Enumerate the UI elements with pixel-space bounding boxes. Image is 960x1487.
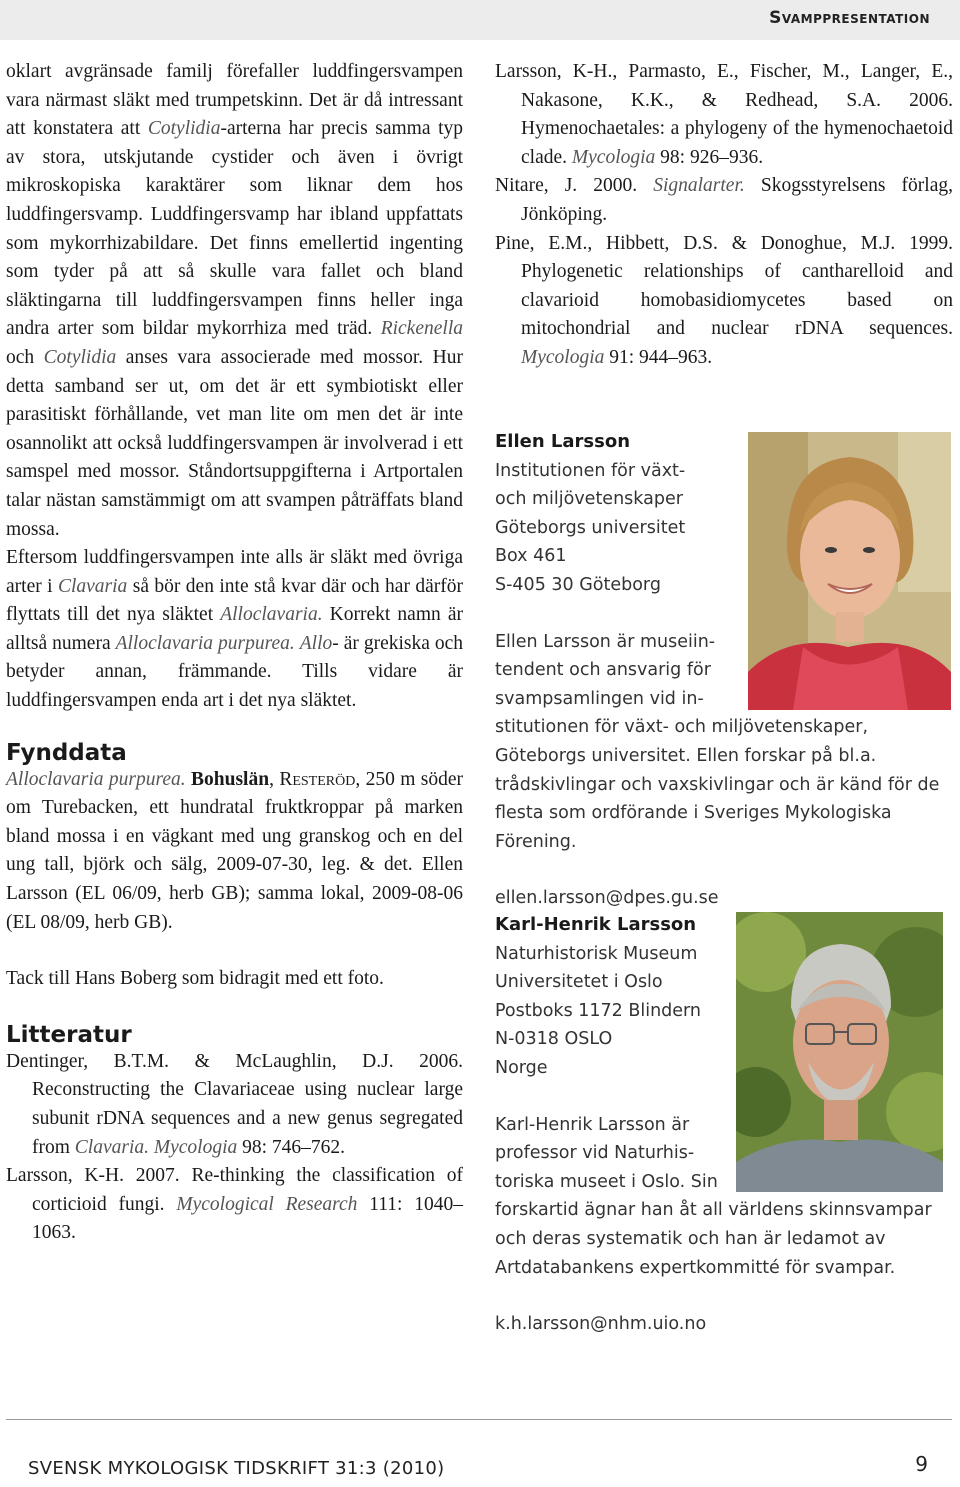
reference-2: Larsson, K-H. 2007. Re-thinking the classification of corticioid fungi. Mycological Research 111: 1040–1063. bbox=[6, 1165, 463, 1244]
address-line: och miljövetenskaper bbox=[495, 489, 683, 510]
bio-line: tendent och ansvarig för bbox=[495, 660, 711, 681]
address-line: Universitetet i Oslo bbox=[495, 972, 663, 993]
footer-rule bbox=[6, 1419, 952, 1420]
address-line: Naturhistorisk Museum bbox=[495, 943, 698, 964]
address-line: Göteborgs universitet bbox=[495, 517, 686, 538]
reference-5: Pine, E.M., Hibbett, D.S. & Donoghue, M.J. 1999. Phylogenetic relationships of cantharelloid and clavarioid homobasidiomycetes based on mitochondrial and nuclear rDNA sequences. Mycologia 91: 944–963. bbox=[495, 232, 953, 368]
address-line: Postboks 1172 Blindern bbox=[495, 1000, 702, 1021]
journal-title: SVENSK MYKOLOGISK TIDSKRIFT 31:3 (2010) bbox=[28, 1458, 445, 1479]
bio-line: professor vid Naturhis- bbox=[495, 1143, 695, 1164]
author-name: Ellen Larsson bbox=[495, 431, 631, 452]
email-link[interactable]: ellen.larsson@dpes.gu.se bbox=[495, 888, 719, 909]
right-column bbox=[495, 58, 953, 373]
left-column bbox=[6, 58, 463, 1248]
reference-3: Larsson, K-H., Parmasto, E., Fischer, M., Langer, E., Nakasone, K.K., & Redhead, S.A. 2006. Hymenochaetales: a phylogeny of the hymenochaetoid clade. Mycologia 98: 926–936. bbox=[495, 61, 953, 168]
portrait-karl-henrik-larsson bbox=[736, 912, 943, 1192]
address-line: Institutionen för växt- bbox=[495, 460, 686, 481]
address-line: S-405 30 Göteborg bbox=[495, 574, 661, 595]
bio-text: stitutionen för växt- och miljövetenskaper, Göteborgs universitet. Ellen forskar på bl.a. trådskivlingar och vaxskivlingar och är känd för de flesta som ordförande i Sveriges Mykologiska Förening. bbox=[495, 717, 940, 852]
email-link[interactable]: k.h.larsson@nhm.uio.no bbox=[495, 1314, 707, 1335]
bio-line: Ellen Larsson är museiin- bbox=[495, 631, 716, 652]
reference-4: Nitare, J. 2000. Signalarter. Skogsstyrelsens förlag, Jönköping. bbox=[495, 175, 953, 225]
bio-line: Karl-Henrik Larsson är bbox=[495, 1114, 690, 1135]
reference-1: Dentinger, B.T.M. & McLaughlin, D.J. 2006. Reconstructing the Clavariaceae using nuclear large subunit rDNA sequences and a new genus segregated from Clavaria. Mycologia 98: 746–762. bbox=[6, 1050, 463, 1158]
fynddata-text: Alloclavaria purpurea. Bohuslän, Resteröd, 250 m söder om Turebacken, ett hundratal fruktkroppar på marken bland mossa i en vägkant med ung granskog och en del ung tall, björk och sälg, 2009-07-30, leg. & det. Ellen Larsson (EL 06/09, herb GB); samma lokal, 2009-08-06 (EL 08/09, herb GB). bbox=[6, 768, 464, 933]
author-name: Karl-Henrik Larsson bbox=[495, 914, 697, 935]
page-number: 9 bbox=[915, 1452, 928, 1476]
body-paragraph-1: oklart avgränsade familj förefaller luddfingersvampen vara närmast släkt med trumpetskinn. Det är då intressant att konstatera att Cotylidia-arterna har precis samma typ av stora, utskjutande cystider och även i övrigt mikroskopiska karaktärer som liknar dem hos luddfingersvamp. Luddfingersvamp har ibland uppfattats som mykorrhizabildare. Det finns emellertid ingenting som tyder på att så skulle vara fallet och bland släktingarna till luddfingersvampen finns heller inga andra arter som bildar mykorrhiza med träd. Rickenella och Cotylidia anses vara associerade med mossor. Hur detta samband ser ut, om det är ett symbiotiskt eller parasitiskt förhållande, vet man lite om men det är inte osannolikt att också luddfingersvampen är involverad i ett samspel med mossor. Ståndortsuppgifterna i Artportalen talar nästan samstämmigt om att svampen påträffats bland mossa. bbox=[6, 61, 463, 540]
address-line: N-0318 OSLO bbox=[495, 1029, 613, 1050]
address-line: Norge bbox=[495, 1057, 548, 1078]
bio-line: toriska museet i Oslo. Sin bbox=[495, 1171, 718, 1192]
section-label: Svamppresentation bbox=[769, 8, 930, 28]
thanks-text: Tack till Hans Boberg som bidragit med ett foto. bbox=[6, 968, 384, 990]
bio-text: forskartid ägnar han åt all världens skinnsvampar och deras systematik och han är ledamot av Artdatabankens expertkommitté för svampar. bbox=[495, 1200, 932, 1278]
fynddata-heading: Fynddata bbox=[6, 739, 127, 766]
bio-line: svampsamlingen vid in- bbox=[495, 688, 704, 709]
litteratur-heading: Litteratur bbox=[6, 1021, 132, 1048]
body-paragraph-2: Eftersom luddfingersvampen inte alls är släkt med övriga arter i Clavaria så bör den inte stå kvar där och har därför flyttats till det nya släktet Alloclavaria. Korrekt namn är alltså numera Alloclavaria purpurea. Allo- är grekiska och betyder annan, främmande. Tills vidare är luddfingersvampen enda art i det nya släktet. bbox=[6, 547, 464, 712]
address-line: Box 461 bbox=[495, 546, 567, 567]
portrait-ellen-larsson bbox=[748, 432, 951, 710]
